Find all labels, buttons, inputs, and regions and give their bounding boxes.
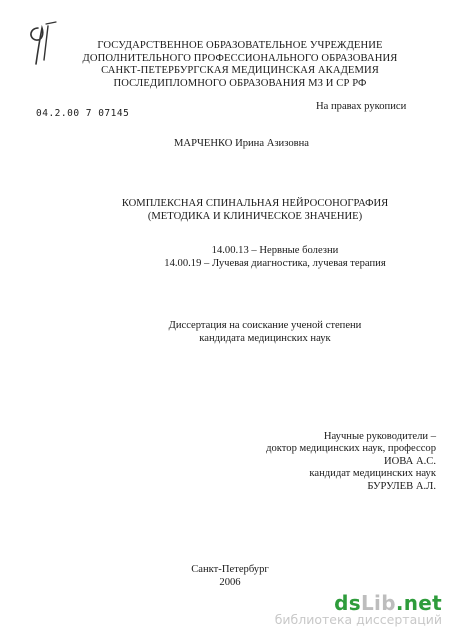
logo-part-lib: Lib	[361, 591, 396, 615]
institution-line: ГОСУДАРСТВЕННОЕ ОБРАЗОВАТЕЛЬНОЕ УЧРЕЖДЕНИЕ	[97, 40, 383, 51]
institution-header	[70, 40, 410, 90]
supervisor-line: доктор медицинских наук, профессор	[266, 443, 436, 455]
degree-statement	[100, 319, 430, 345]
degree-line: Диссертация на соискание ученой степени	[168, 320, 362, 331]
publication-year: 2006	[219, 577, 241, 588]
dslib-watermark[interactable]	[275, 593, 442, 627]
institution-line: САНКТ-ПЕТЕРБУРГСКАЯ МЕДИЦИНСКАЯ АКАДЕМИЯ	[101, 65, 379, 77]
place-and-year	[140, 563, 320, 589]
logo-part-ds: ds	[334, 591, 361, 615]
specialty-line: 14.00.19 – Лучевая диагностика, лучевая терапия	[164, 258, 386, 269]
handwritten-mark	[24, 20, 64, 72]
supervisors-block	[200, 431, 436, 493]
handwritten-mark-drawing	[24, 20, 64, 72]
watermark-subtitle: библиотека диссертаций	[274, 612, 442, 627]
library-stamp: 04.2.00 7 07145	[36, 108, 130, 119]
manuscript-note: На правах рукописи	[316, 101, 407, 112]
supervisor-line: Научные руководители –	[323, 431, 436, 442]
supervisor-line: ИОВА А.С.	[383, 455, 436, 467]
logo-part-net: .net	[395, 591, 442, 615]
title-line: КОМПЛЕКСНАЯ СПИНАЛЬНАЯ НЕЙРОСОНОГРАФИЯ	[121, 198, 389, 209]
title-line: (МЕТОДИКА И КЛИНИЧЕСКОЕ ЗНАЧЕНИЕ)	[147, 211, 363, 222]
author-name: МАРЧЕНКО Ирина Азизовна	[174, 138, 310, 149]
city-name: Санкт-Петербург	[191, 564, 269, 575]
supervisor-line: кандидат медицинских наук	[309, 468, 436, 480]
institution-line: ПОСЛЕДИПЛОМНОГО ОБРАЗОВАНИЯ МЗ И СР РФ	[113, 77, 367, 89]
specialty-line: 14.00.13 – Нервные болезни	[211, 245, 339, 256]
dissertation-title	[60, 197, 450, 223]
degree-line: кандидата медицинских наук	[199, 333, 331, 344]
dslib-logo[interactable]	[275, 593, 442, 613]
institution-line: ДОПОЛНИТЕЛЬНОГО ПРОФЕССИОНАЛЬНОГО ОБРАЗОВАНИЯ	[82, 52, 398, 64]
specialty-codes	[100, 244, 450, 270]
supervisor-line: БУРУЛЕВ А.Л.	[367, 480, 436, 492]
